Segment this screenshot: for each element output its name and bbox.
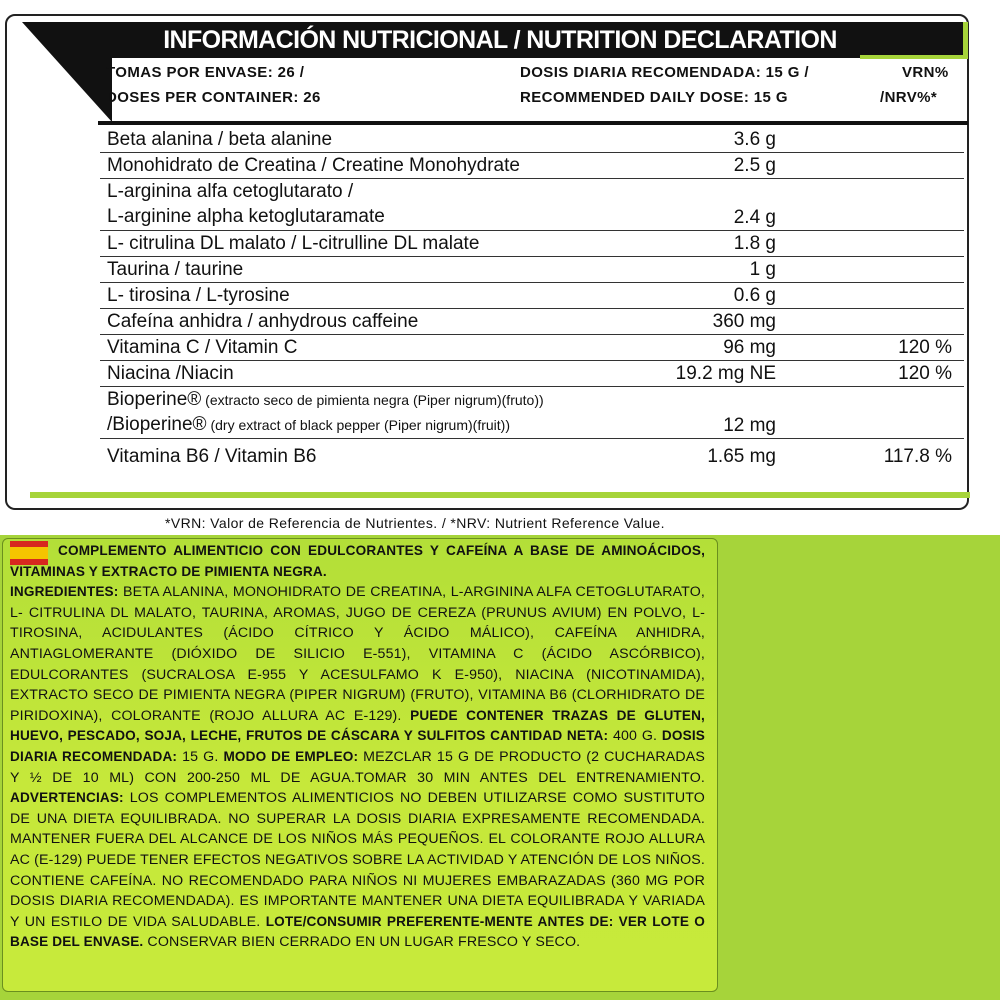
reference-footnote: *VRN: Valor de Referencia de Nutrientes. / *NRV: Nutrient Reference Value. (165, 515, 665, 531)
nutrient-name: Vitamina B6 / Vitamin B6 (107, 446, 317, 467)
nutrient-amount: 1 g (749, 259, 776, 280)
table-row (100, 361, 964, 387)
usage-text: MEZCLAR 15 G DE PRODUCTO (2 CUCHARADAS Y ½ DE 10 ML) CON 200-250 ML DE AGUA.TOMAR 30 MIN ANTES DEL ENTRENAMIENTO. (10, 748, 705, 786)
vrn-column-header: VRN% (902, 64, 949, 81)
daily-dose-label: DOSIS DIARIA RECOMENDADA: (10, 728, 705, 764)
nutrient-amount: 1.65 mg (707, 446, 776, 467)
net-quantity: 400 G. (608, 728, 662, 745)
nutrient-name: Cafeína anhidra / anhydrous caffeine (107, 311, 419, 332)
daily-dose-value: 15 G. (177, 748, 224, 765)
nrv-column-header: /NRV%* (880, 89, 938, 106)
daily-dose-label-es: DOSIS DIARIA RECOMENDADA: 15 G / (520, 64, 809, 81)
warnings-text: LOS COMPLEMENTOS ALIMENTICIOS NO DEBEN UTILIZARSE COMO SUSTITUTO DE UNA DIETA EQUILIBRADA. NO SUPERAR LA DOSIS DIARIA EXPRESAMENTE RECOMENDADA. MANTENER FUERA DEL ALCANCE DE LOS NIÑOS MÁS PEQUEÑOS. EL COLORANTE ROJO ALLURA AC (E-129) PUEDE TENER EFECTOS NEGATIVOS SOBRE LA ACTIVIDAD Y ATENCIÓN DE LOS NIÑOS. CONTIENE CAFEÍNA. NO RECOMENDADO PARA NIÑOS NI MUJERES EMBARAZADAS (360 MG POR DOSIS DIARIA RECOMENDADA). ES IMPORTANTE MANTENER UNA DIETA EQUILIBRADA Y VARIADA Y UN ESTILO DE VIDA SALUDABLE. (10, 790, 705, 930)
table-row (100, 387, 964, 439)
nutrient-amount: 360 mg (712, 311, 776, 332)
ingredients-label: INGREDIENTES: (10, 584, 119, 600)
panel-bottom-accent (30, 492, 970, 498)
table-row (100, 127, 964, 153)
nutrient-name: Vitamina C / Vitamin C (107, 337, 298, 358)
nutrient-amount: 0.6 g (733, 285, 776, 306)
nutrient-name: L- citrulina DL malato / L-citrulline DL malate (107, 233, 480, 254)
nutrient-name: Taurina / taurine (107, 259, 244, 280)
nutrient-amount: 19.2 mg NE (675, 363, 776, 384)
product-description: COMPLEMENTO ALIMENTICIO CON EDULCORANTES Y CAFEÍNA A BASE DE AMINOÁCIDOS, VITAMINAS Y EXTRACTO DE PIMIENTA NEGRA. (10, 543, 705, 579)
title-bar-accent (860, 55, 968, 59)
nutrient-amount: 1.8 g (733, 233, 776, 254)
nutrient-name: Beta alanina / beta alanine (107, 129, 333, 150)
table-row (100, 283, 964, 309)
storage-text: CONSERVAR BIEN CERRADO EN UN LUGAR FRESCO Y SECO. (143, 934, 581, 951)
table-row (100, 179, 964, 231)
table-row (100, 231, 964, 257)
table-row (100, 257, 964, 283)
table-row (100, 309, 964, 335)
allergen-label: PUEDE CONTENER TRAZAS DE GLUTEN, HUEVO, PESCADO, SOJA, LECHE, FRUTOS DE CÁSCARA Y SULFITOS CANTIDAD NETA: (10, 707, 705, 744)
table-row (100, 335, 964, 361)
nutrient-amount: 2.4 g (733, 207, 776, 228)
warnings-label: ADVERTENCIAS: (10, 790, 124, 806)
nutrient-amount: 2.5 g (733, 155, 776, 176)
nutrient-amount: 96 mg (723, 337, 776, 358)
nutrition-table (100, 127, 964, 469)
usage-label: MODO DE EMPLEO: (223, 748, 359, 764)
table-row (100, 153, 964, 179)
header-divider (98, 121, 968, 125)
ingredients-list: BETA ALANINA, MONOHIDRATO DE CREATINA, L-ARGININA ALFA CETOGLUTARATO, L- CITRULINA DL MALATO, TAURINA, AROMAS, JUGO DE CEREZA (PRUNUS AVIUM) EN POLVO, L- TIROSINA, ACIDULANTES (ÁCIDO CÍTRICO Y ÁCIDO MÁLICO), CAFEÍNA ANHIDRA, ANTIAGLOMERANTE (DIÓXIDO DE SILICIO E-551), VITAMINA C (ÁCIDO ASCÓRBICO), EDULCORANTES (SUCRALOSA E-955 Y ACESULFAMO K E-950), NIACINA (NICOTINAMIDA), EXTRACTO SECO DE PIMIENTA NEGRA (PIPER NIGRUM) (FRUTO), VITAMINA B6 (CLORHIDRATO DE PIRIDOXINA), COLORANTE (ROJO ALLURA AC E-129). (10, 584, 705, 724)
nutrient-name: L- tirosina / L-tyrosine (107, 285, 290, 306)
ingredients-text (10, 541, 705, 953)
daily-dose-label-en: RECOMMENDED DAILY DOSE: 15 G (520, 89, 788, 106)
nutrient-name: Monohidrato de Creatina / Creatine Monohydrate (107, 155, 520, 176)
nutrient-name: Niacina /Niacin (107, 363, 234, 384)
nutrient-percent: 117.8 % (883, 446, 952, 467)
lot-label: LOTE/CONSUMIR PREFERENTE-MENTE ANTES DE: VER LOTE O BASE DEL ENVASE. (10, 913, 705, 950)
nutrient-name: L-arginina alfa cetoglutarato / L-arginine alpha ketoglutaramate (107, 181, 385, 227)
nutrient-percent: 120 % (898, 337, 952, 358)
nutrient-amount: 3.6 g (733, 129, 776, 150)
nutrient-amount: 12 mg (723, 415, 776, 436)
table-row (100, 439, 964, 469)
nutrient-percent: 120 % (898, 363, 952, 384)
servings-label-es: TOMAS POR ENVASE: 26 / (106, 64, 305, 81)
panel-title: INFORMACIÓN NUTRICIONAL / NUTRITION DECLARATION (163, 26, 837, 54)
nutrient-name: Bioperine® (extracto seco de pimienta negra (Piper nigrum)(fruto)) /Bioperine® (dry extract of black pepper (Piper nigrum)(fruit)) (107, 389, 544, 435)
servings-label-en: DOSES PER CONTAINER: 26 (106, 89, 321, 106)
